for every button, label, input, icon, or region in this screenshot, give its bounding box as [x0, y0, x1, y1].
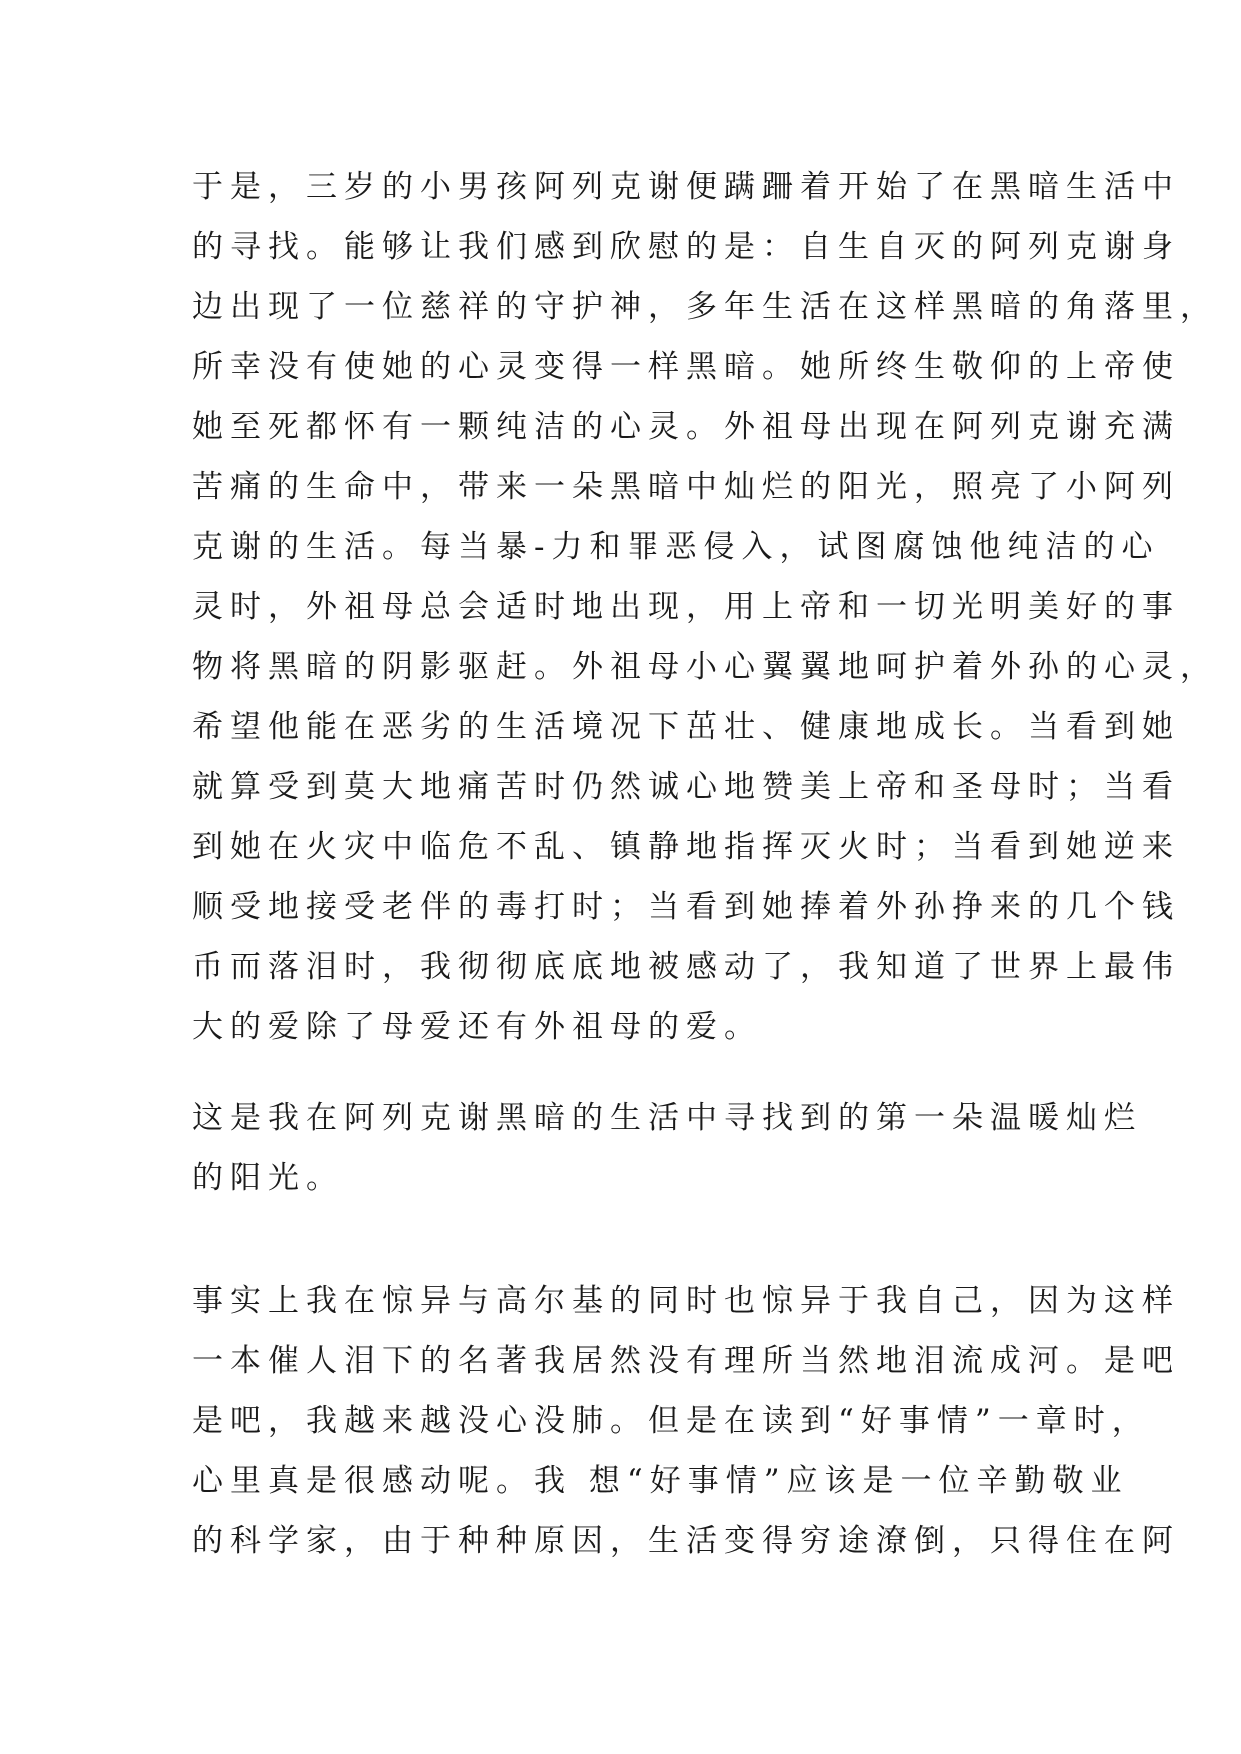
- text-line: 灵时，外祖母总会适时地出现，用上帝和一切光明美好的事: [192, 589, 1180, 625]
- text-line: 希望他能在恶劣的生活境况下茁壮、健康地成长。当看到她: [192, 709, 1180, 745]
- text-line: 顺受地接受老伴的毒打时；当看到她捧着外孙挣来的几个钱: [192, 889, 1180, 925]
- text-line: 事实上我在惊异与高尔基的同时也惊异于我自己，因为这样: [192, 1283, 1180, 1319]
- text-line: 大的爱除了母爱还有外祖母的爱。: [192, 1009, 762, 1045]
- text-line: 于是，三岁的小男孩阿列克谢便蹒跚着开始了在黑暗生活中: [192, 169, 1180, 205]
- text-line: 币而落泪时，我彻彻底底地被感动了，我知道了世界上最伟: [192, 949, 1180, 985]
- text-line: 克谢的生活。每当暴-力和罪恶侵入，试图腐蚀他纯洁的心: [192, 529, 1160, 565]
- text-line: 的寻找。能够让我们感到欣慰的是：自生自灭的阿列克谢身: [192, 229, 1180, 265]
- text-line: 所幸没有使她的心灵变得一样黑暗。她所终生敬仰的上帝使: [192, 349, 1180, 385]
- paragraph-2: [192, 1088, 1142, 1208]
- text-line: 边出现了一位慈祥的守护神，多年生活在这样黑暗的角落里，: [192, 289, 1218, 325]
- text-line: 这是我在阿列克谢黑暗的生活中寻找到的第一朵温暖灿烂: [192, 1100, 1142, 1136]
- paragraph-3: [192, 1271, 1180, 1571]
- text-line: 她至死都怀有一颗纯洁的心灵。外祖母出现在阿列克谢充满: [192, 409, 1180, 445]
- paragraph-1: [192, 157, 1218, 1057]
- text-line: 到她在火灾中临危不乱、镇静地指挥灭火时；当看到她逆来: [192, 829, 1180, 865]
- text-line: 物将黑暗的阴影驱赶。外祖母小心翼翼地呵护着外孙的心灵，: [192, 649, 1218, 685]
- text-line: 就算受到莫大地痛苦时仍然诚心地赞美上帝和圣母时；当看: [192, 769, 1180, 805]
- text-line: 的科学家，由于种种原因，生活变得穷途潦倒，只得住在阿: [192, 1523, 1180, 1559]
- text-line: 一本催人泪下的名著我居然没有理所当然地泪流成河。是吧: [192, 1343, 1180, 1379]
- text-line: 的阳光。: [192, 1160, 344, 1196]
- text-line: 是吧，我越来越没心没肺。但是在读到“好事情”一章时，: [192, 1403, 1150, 1439]
- text-line: 苦痛的生命中，带来一朵黑暗中灿烂的阳光，照亮了小阿列: [192, 469, 1180, 505]
- text-line: 心里真是很感动呢。我 想“好事情”应该是一位辛勤敬业: [192, 1463, 1129, 1499]
